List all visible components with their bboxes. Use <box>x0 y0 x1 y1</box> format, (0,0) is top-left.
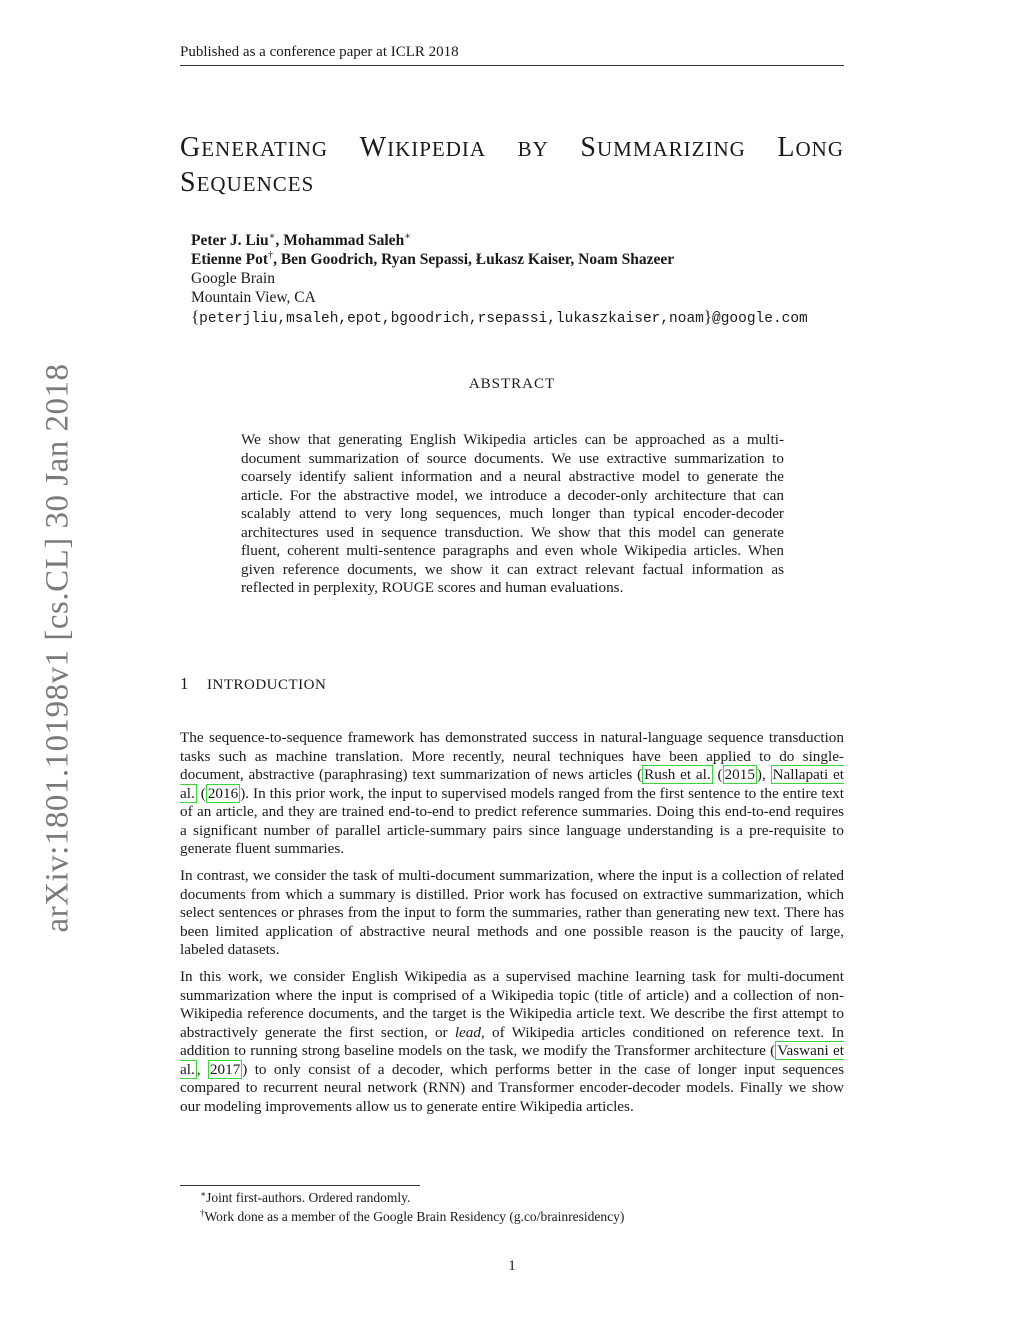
email-list: peterjliu,msaleh,epot,bgoodrich,rsepassi,lukaszkaiser,noam <box>199 311 704 327</box>
paper-title <box>180 131 844 201</box>
citation-year-link[interactable]: 2017 <box>209 1060 241 1078</box>
section-number: 1 <box>180 674 189 693</box>
brace-open: { <box>191 307 200 326</box>
author-footnote-mark[interactable]: ∗ <box>268 231 276 242</box>
author-name: , Mohammad Saleh <box>275 232 405 249</box>
location: Mountain View, CA <box>191 289 316 306</box>
intro-paragraph-2: In contrast, we consider the task of multi-document summarization, where the input is a collection of related documents from which a summary is distilled. Prior work has focused on extractive summarization, which select sentences or phrases from the input to form the summaries, rather than generating new text. There has been limited application of abstractive neural methods and one possible reason is the paucity of large, labeled datasets. <box>180 867 844 958</box>
paragraph-text: In this work, we consider English Wikipedia as a supervised machine learning task for multi-document summarization where the input is comprised of a Wikipedia topic (title of article) and a collection of non-Wikipedia reference documents, and the target is the Wikipedia article text. We describe the first attempt to abstractively generate the first section, or <box>180 968 844 1041</box>
title-line-2 <box>180 166 844 201</box>
footnote-mark: † <box>200 1208 205 1218</box>
paragraph-text: , of Wikipedia articles conditioned on reference text. In addition to running strong baseline models on the task, we modify the Transformer architecture ( <box>180 1023 844 1059</box>
paragraph-text: ). In this prior work, the input to supervised models ranged from the first sentence to the entire text of an article, and they are trained end-to-end to predict reference summaries. Doing this end-to-end requires a significant number of parallel article-summary pairs since language understanding is a pre-requisite to generate fluent summaries. <box>180 784 844 857</box>
emphasis-term: lead <box>454 1023 481 1041</box>
footnote-2 <box>200 1207 624 1226</box>
author-block <box>191 231 808 329</box>
brace-close: } <box>703 307 713 326</box>
intro-paragraph-1: The sequence-to-sequence framework has demonstrated success in natural-language sequence transduction tasks such as machine translation. More recently, neural techniques have been applied to do single-document, abstractive (paraphrasing) text summarization of news articles ( Rush et al. ( 2015 ), Nallapati et al. ( 2016 ). In this prior work, the input to supervised models ranged from the first sentence to the entire text of an article, and they are trained end-to-end to predict reference summaries. Doing this end-to-end requires a significant number of parallel article-summary pairs since language understanding is a pre-requisite to generate fluent summaries. <box>180 729 844 857</box>
citation-link[interactable]: Rush et al. <box>644 766 711 783</box>
header-rule <box>180 65 844 66</box>
title-word: LONG <box>777 132 844 163</box>
author-line-1 <box>191 231 808 250</box>
author-name: Etienne Pot <box>191 251 269 268</box>
title-word: WIKIPEDIA <box>359 132 487 163</box>
title-word: SUMMARIZING <box>580 132 746 163</box>
citation-year-link[interactable]: 2015 <box>724 766 755 783</box>
title-line-1 <box>180 131 844 166</box>
running-header: Published as a conference paper at ICLR 2018 <box>180 44 459 60</box>
footnote-text: Joint first-authors. Ordered randomly. <box>206 1190 411 1205</box>
arxiv-identifier[interactable]: arXiv:1801.10198v1 [cs.CL] 30 Jan 2018 <box>39 363 76 933</box>
affiliation: Google Brain <box>191 270 275 287</box>
footnotes <box>200 1188 624 1226</box>
footnote-rule <box>180 1185 420 1186</box>
citation-link[interactable]: Vaswani et al. <box>180 1042 844 1078</box>
title-word: SEQUENCES <box>180 167 315 198</box>
footnote-mark: ∗ <box>200 1189 207 1199</box>
section-title: INTRODUCTION <box>207 677 327 693</box>
page-number: 1 <box>508 1258 516 1274</box>
footnote-text: Work done as a member of the Google Brain Residency (g.co/brainresidency) <box>204 1209 625 1224</box>
author-footnote-mark[interactable]: † <box>268 250 274 261</box>
title-word: GENERATING <box>180 132 329 163</box>
paragraph-text: ) to only consist of a decoder, which performs better in the case of longer input sequences compared to recurrent neural network (RNN) and Transformer encoder-decoder models. Finally we show our modeling improvements allow us to generate entire Wikipedia articles. <box>180 1060 844 1115</box>
citation-year-link[interactable]: 2016 <box>207 784 239 802</box>
author-names: , Ben Goodrich, Ryan Sepassi, Łukasz Kaiser, Noam Shazeer <box>273 251 675 268</box>
section-heading <box>180 674 326 694</box>
intro-paragraph-3: In this work, we consider English Wikipedia as a supervised machine learning task for multi-document summarization where the input is comprised of a Wikipedia topic (title of article) and a collection of non-Wikipedia reference documents, and the target is the Wikipedia article text. We describe the first attempt to abstractively generate the first section, or lead, of Wikipedia articles conditioned on reference text. In addition to running strong baseline models on the task, we modify the Transformer architecture ( Vaswani et al. , 2017 ) to only consist of a decoder, which performs better in the case of longer input sequences compared to recurrent neural network (RNN) and Transformer encoder-decoder models. Finally we show our modeling improvements allow us to generate entire Wikipedia articles. <box>180 968 844 1115</box>
author-name: Peter J. Liu <box>191 232 269 249</box>
author-line-2 <box>191 250 808 269</box>
author-footnote-mark[interactable]: ∗ <box>404 231 411 242</box>
author-emails <box>191 307 808 329</box>
abstract-body: We show that generating English Wikipedia articles can be approached as a multi-document summarization of source documents. We use extractive summarization to coarsely identify salient information and a neural abstractive model to generate the article. For the abstractive model, we introduce a decoder-only architecture that can scalably attend to very long sequences, much longer than typical encoder-decoder architectures used in sequence transduction. We show that this model can generate fluent, coherent multi-sentence paragraphs and even whole Wikipedia articles. When given reference documents, we show it can extract relevant factual information as reflected in perplexity, ROUGE scores and human evaluations. <box>241 431 784 596</box>
footnote-1 <box>200 1188 624 1207</box>
email-domain: @google.com <box>712 311 808 327</box>
citation-link[interactable]: Nallapati et al. <box>180 766 844 802</box>
abstract-heading-text: ABSTRACT <box>468 376 556 392</box>
paragraph-text: The sequence-to-sequence framework has demonstrated success in natural-language sequence transduction tasks such as machine translation. More recently, neural techniques have been applied to do single-document, abstractive (paraphrasing) text summarization of news articles ( <box>180 729 844 783</box>
title-word: BY <box>517 137 549 161</box>
abstract-heading <box>180 373 844 393</box>
paragraph-text: ), <box>756 766 771 783</box>
